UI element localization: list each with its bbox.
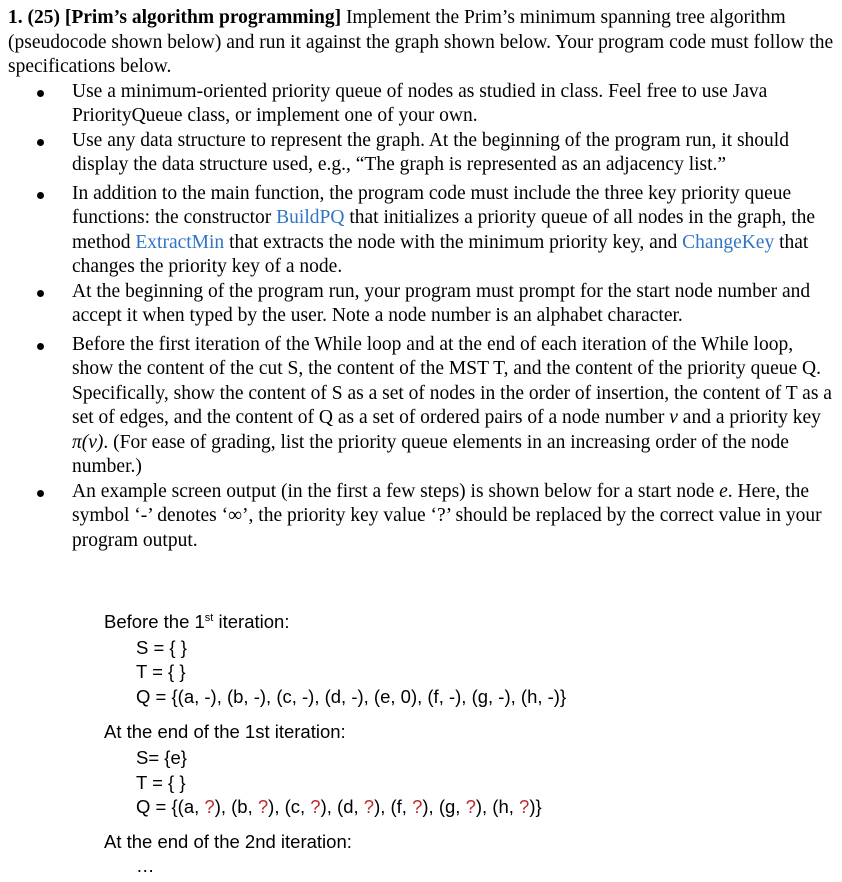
placeholder-mark: ? bbox=[204, 796, 215, 817]
placeholder-mark: ? bbox=[257, 796, 269, 817]
requirement-priority-queue: Use a minimum-oriented priority queue of nodes as studied in class. Feel free to use Java PriorityQueue class, or implement one of your own. bbox=[8, 80, 836, 129]
mst-set-line: T = { } bbox=[136, 661, 186, 682]
bullet-dot bbox=[37, 90, 44, 97]
fn-buildpq: BuildPQ bbox=[276, 207, 345, 228]
bullet-dot bbox=[37, 290, 44, 297]
requirement-graph-structure: Use any data structure to represent the graph. At the beginning of the program run, it should display the data structure used, e.g., “The graph is represented as an adjacency list.” bbox=[8, 129, 836, 178]
problem-document bbox=[8, 6, 836, 553]
placeholder-mark: ? bbox=[465, 796, 476, 817]
placeholder-mark: ? bbox=[412, 796, 423, 817]
problem-heading: 1. (25) [Prim’s algorithm programming] bbox=[8, 7, 342, 28]
requirement-example-output: An example screen output (in the first a few steps) is shown below for a start node e. Here, the symbol ‘-’ denotes ‘∞’, the priority key value ‘?’ should be replaced by the correct value in your program output. bbox=[8, 480, 836, 554]
problem-statement bbox=[8, 6, 836, 80]
iteration-1-label: At the end of the 1st iteration: bbox=[104, 721, 346, 742]
ellipsis: … bbox=[136, 855, 155, 876]
requirement-show-content: Before the first iteration of the While loop and at the end of each iteration of the While loop, show the content of the cut S, the content of the MST T, and the content of the priority queue Q. Specifically, show the content of S as a set of nodes in the order of insertion, the content of T as a set of edges, and the content of Q as a set of ordered pairs of a node number v and a priority key π(v). (For ease of grading, list the priority queue elements in an increasing order of the node number.) bbox=[8, 333, 836, 480]
placeholder-mark: ? bbox=[310, 796, 321, 817]
bullet-dot bbox=[37, 343, 44, 350]
priority-queue-line: Q = {(a, ?), (b, ?), (c, ?), (d, ?), (f, ?), (g, ?), (h, ?)} bbox=[136, 796, 542, 817]
before-first-iteration-label: Before the 1st iteration: bbox=[104, 611, 290, 632]
fn-changekey: ChangeKey bbox=[682, 231, 775, 253]
mst-set-line: T = { } bbox=[136, 772, 186, 793]
bullet-dot bbox=[37, 192, 44, 199]
bullet-dot bbox=[37, 139, 44, 146]
iteration-2-label: At the end of the 2nd iteration: bbox=[104, 831, 352, 852]
fn-extractmin: ExtractMin bbox=[135, 231, 225, 253]
placeholder-mark: ? bbox=[519, 796, 530, 817]
problem-intro: Implement the Prim’s minimum spanning tree algorithm (pseudocode shown below) and run it against the graph shown below. Your program code must follow the specifications below. bbox=[8, 7, 834, 77]
requirements-list bbox=[8, 80, 836, 554]
cut-set-line: S = { } bbox=[136, 637, 187, 658]
requirement-start-node-prompt: At the beginning of the program run, your program must prompt for the start node number and accept it when typed by the user. Note a node number is an alphabet character. bbox=[8, 280, 836, 329]
priority-queue-line: Q = {(a, -), (b, -), (c, -), (d, -), (e, 0), (f, -), (g, -), (h, -)} bbox=[136, 686, 567, 707]
cut-set-line: S= {e} bbox=[136, 747, 187, 768]
bullet-dot bbox=[37, 490, 44, 497]
placeholder-mark: ? bbox=[363, 796, 375, 817]
requirement-pq-functions: In addition to the main function, the program code must include the three key priority queue functions: the constructor BuildPQ that initializes a priority queue of all nodes in the graph, the method ExtractMin that extracts the node with the minimum priority key, and ChangeKey that changes the priority key of a node. bbox=[8, 182, 836, 280]
